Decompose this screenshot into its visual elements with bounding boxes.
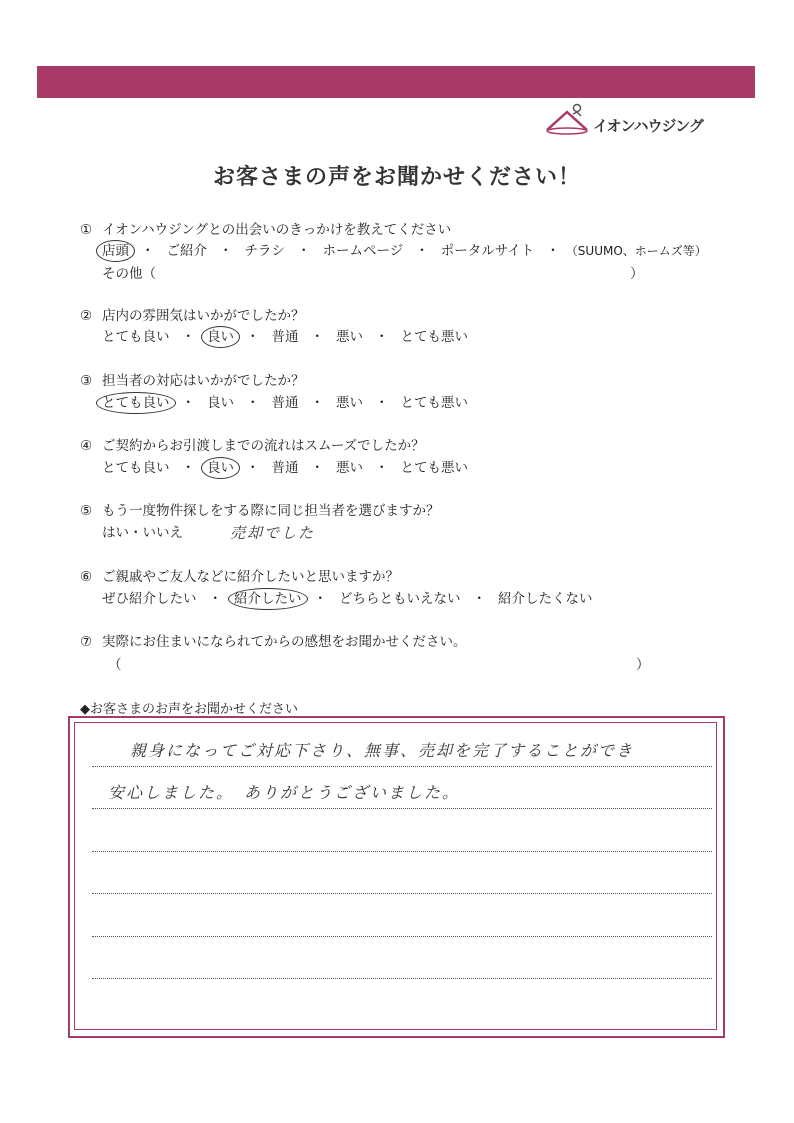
option-normal[interactable]: 普通	[271, 460, 299, 476]
question-1	[80, 220, 451, 240]
option-refer[interactable]: 紹介したい	[234, 591, 302, 607]
ruled-line	[92, 893, 712, 894]
comment-box-inner[interactable]	[74, 722, 717, 1030]
ruled-line	[92, 851, 712, 852]
option-very-bad[interactable]: とても悪い	[400, 460, 468, 476]
question-number: ③	[80, 373, 93, 389]
option-neither[interactable]: どちらともいえない	[339, 591, 461, 607]
option-store[interactable]: 店頭	[102, 243, 129, 259]
question-number: ⑥	[80, 569, 93, 585]
question-6	[80, 567, 399, 587]
option-portal-examples: （SUUMO、ホームズ等）	[571, 244, 707, 258]
question-2-options: とても良い ・ 良い ・ 普通 ・ 悪い ・ とても悪い	[102, 329, 468, 345]
question-text: 担当者の対応はいかがでしたか？	[102, 373, 305, 389]
question-number: ②	[80, 308, 93, 324]
option-normal[interactable]: 普通	[271, 395, 299, 411]
ruled-line	[92, 766, 712, 767]
comment-line-1: 親身になってご対応下さり、無事、売却を完了することができ	[130, 741, 635, 760]
option-very-good[interactable]: とても良い	[102, 329, 170, 345]
question-5	[80, 501, 440, 521]
question-6-options: ぜひ紹介したい ・ 紹介したい ・ どちらともいえない ・ 紹介したくない	[102, 591, 593, 607]
option-portal-site[interactable]: ポータルサイト	[440, 243, 535, 259]
option-referral[interactable]: ご紹介	[166, 243, 207, 259]
other-close: ）	[630, 266, 644, 282]
option-homepage[interactable]: ホームページ	[322, 243, 404, 259]
option-very-good[interactable]: とても良い	[102, 460, 170, 476]
q7-open-paren: （	[108, 657, 122, 673]
brand-logo	[543, 102, 733, 142]
handwritten-answer-5: 売却でした	[230, 524, 316, 542]
question-5-options: はい・いいえ	[102, 525, 183, 541]
question-4-options: とても良い ・ 良い ・ 普通 ・ 悪い ・ とても悪い	[102, 460, 468, 476]
q7-close-paren: ）	[636, 657, 650, 673]
option-very-bad[interactable]: とても悪い	[400, 329, 468, 345]
option-definitely-refer[interactable]: ぜひ紹介したい	[102, 591, 197, 607]
question-3	[80, 371, 305, 391]
other-label: その他（	[102, 266, 156, 282]
question-number: ⑤	[80, 503, 93, 519]
option-good[interactable]: 良い	[207, 460, 234, 476]
question-number: ⑦	[80, 634, 93, 650]
comment-box-label: ◆お客さまのお声をお聞かせください	[80, 702, 298, 717]
question-4	[80, 436, 425, 456]
option-very-good[interactable]: とても良い	[102, 395, 170, 411]
option-bad[interactable]: 悪い	[336, 460, 363, 476]
question-1-options: 店頭 ・ ご紹介 ・ チラシ ・ ホームページ ・ ポータルサイト ・ （SUUMO、ホームズ等）	[102, 243, 707, 259]
question-text: もう一度物件探しをする際に同じ担当者を選びますか？	[102, 503, 440, 519]
option-flyer[interactable]: チラシ	[244, 243, 285, 259]
option-bad[interactable]: 悪い	[336, 395, 363, 411]
question-text: ご親戚やご友人などに紹介したいと思いますか？	[102, 569, 399, 585]
question-text: 店内の雰囲気はいかがでしたか？	[102, 308, 305, 324]
brand-name: イオンハウジング	[593, 117, 703, 135]
question-text: イオンハウジングとの出会いのきっかけを教えてください	[102, 222, 452, 238]
ruled-line	[92, 936, 712, 937]
ruled-line	[92, 978, 712, 979]
option-very-bad[interactable]: とても悪い	[400, 395, 468, 411]
house-logo-icon	[543, 102, 593, 138]
question-number: ④	[80, 438, 93, 454]
question-text: 実際にお住まいになられてからの感想をお聞かせください。	[102, 634, 467, 650]
option-bad[interactable]: 悪い	[336, 329, 363, 345]
header-bar	[37, 66, 755, 98]
option-normal[interactable]: 普通	[271, 329, 299, 345]
page-title: お客さまの声をお聞かせください！	[212, 165, 581, 190]
comment-line-2: 安心しました。 ありがとうございました。	[108, 783, 461, 802]
option-good[interactable]: 良い	[207, 395, 234, 411]
question-number: ①	[80, 222, 93, 238]
question-7	[80, 632, 467, 652]
ruled-line	[92, 808, 712, 809]
question-3-options: とても良い ・ 良い ・ 普通 ・ 悪い ・ とても悪い	[102, 395, 468, 411]
option-yes[interactable]: はい	[102, 525, 129, 541]
question-2	[80, 306, 305, 326]
option-no[interactable]: いいえ	[142, 525, 183, 541]
question-text: ご契約からお引渡しまでの流れはスムーズでしたか？	[102, 438, 425, 454]
option-good[interactable]: 良い	[207, 329, 234, 345]
option-not-refer[interactable]: 紹介したくない	[498, 591, 593, 607]
